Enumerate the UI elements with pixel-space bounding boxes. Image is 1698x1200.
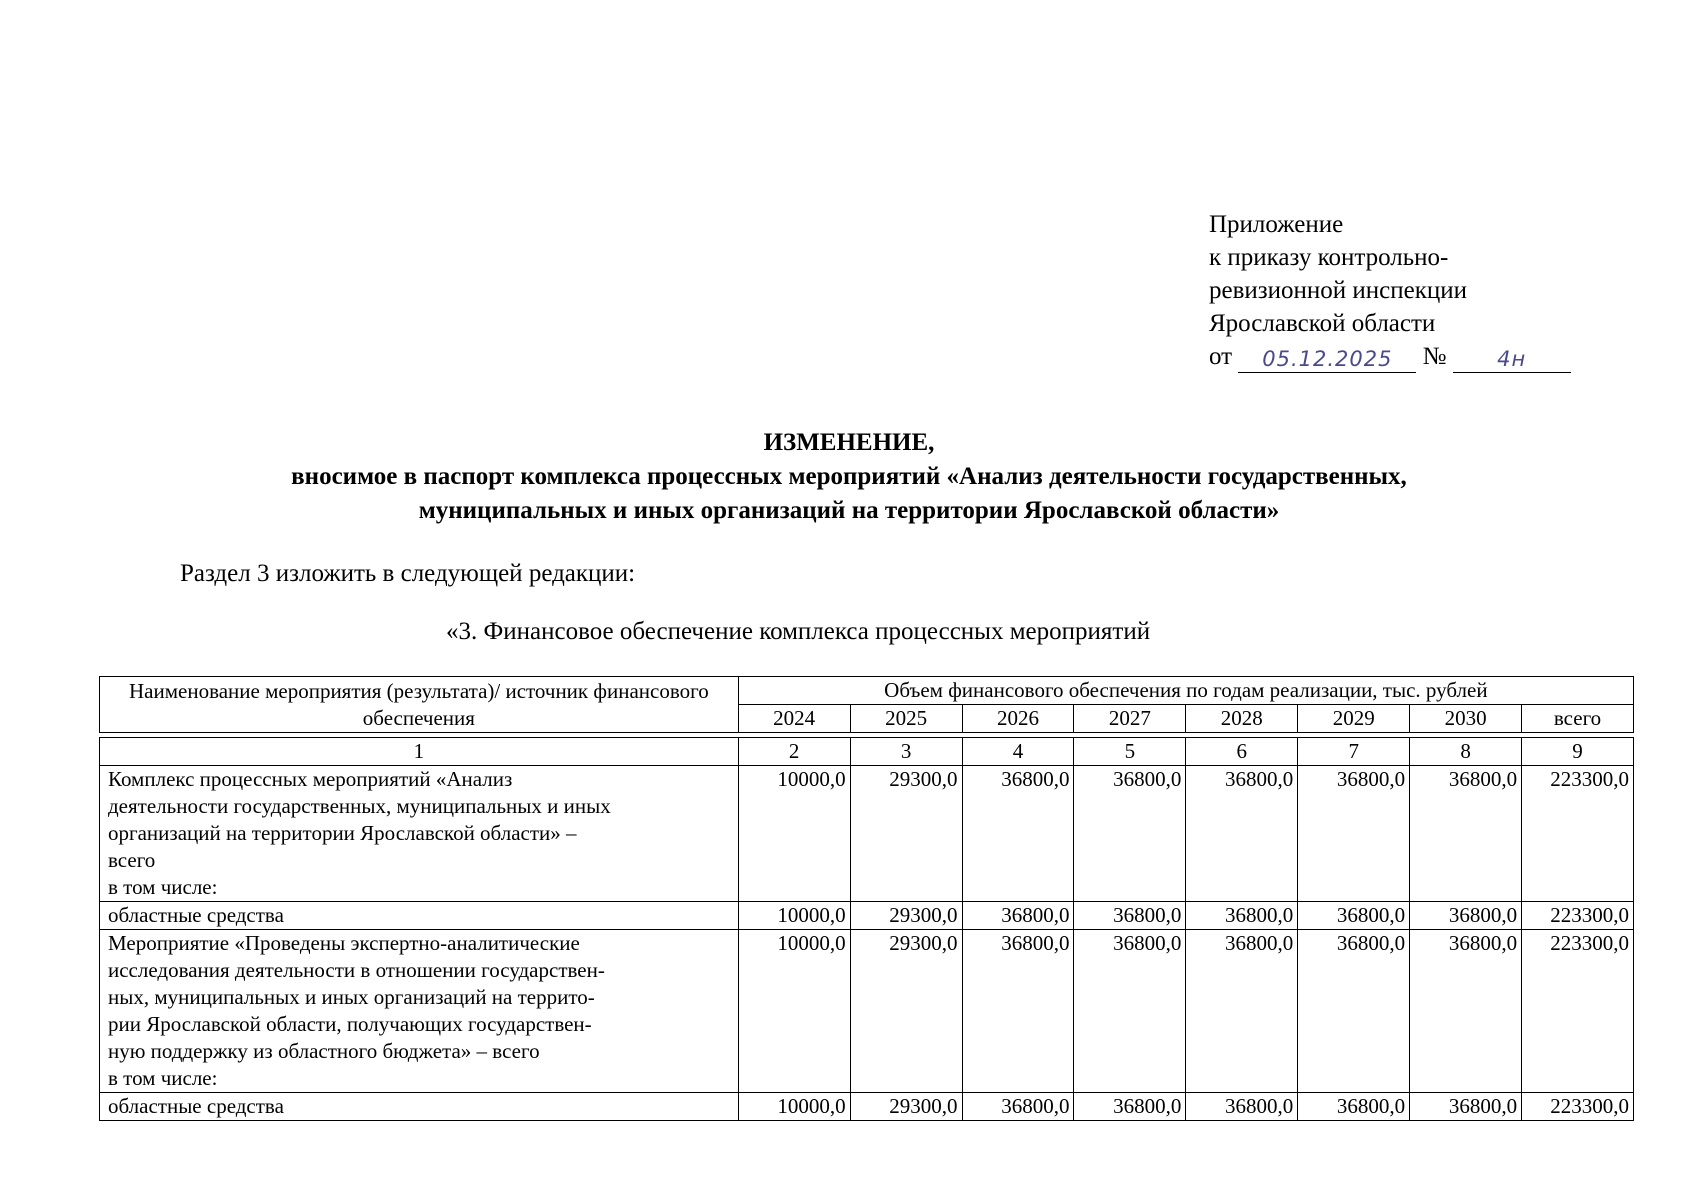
table-row <box>100 766 1634 902</box>
column-number: 5 <box>1074 738 1186 766</box>
title-line-2: вносимое в паспорт комплекса процессных мероприятий «Анализ деятельности государственных, <box>291 463 1407 490</box>
header-year-cell: 2024 <box>738 705 850 733</box>
value-cell: 36800,0 <box>1186 902 1298 930</box>
header-total-cell: всего <box>1522 705 1634 733</box>
row-name-line: ных, муниципальных и иных организаций на террито- <box>108 985 595 1009</box>
column-number: 4 <box>962 738 1074 766</box>
row-name-line: ную поддержку из областного бюджета» – всего <box>108 1039 540 1063</box>
column-number: 9 <box>1522 738 1634 766</box>
handwritten-number: 4н <box>1453 346 1571 373</box>
header-table <box>99 676 1634 733</box>
row-name-line: деятельности государственных, муниципальных и иных <box>108 794 611 818</box>
row-name-line: организаций на территории Ярославской области» – <box>108 821 577 845</box>
value-cell: 36800,0 <box>1410 930 1522 1093</box>
appendix-line-4: Ярославской области <box>1209 310 1436 337</box>
row-name-cell <box>100 930 739 1093</box>
value-cell: 36800,0 <box>1186 1093 1298 1121</box>
row-name-line: областные средства <box>108 903 284 927</box>
total-cell: 223300,0 <box>1522 902 1634 930</box>
appendix-line-2: к приказу контрольно- <box>1209 244 1449 271</box>
value-cell: 36800,0 <box>1074 1093 1186 1121</box>
value-cell: 36800,0 <box>1074 902 1186 930</box>
header-year-cell: 2026 <box>962 705 1074 733</box>
row-name-line: в том числе: <box>108 875 218 899</box>
value-cell: 10000,0 <box>738 930 850 1093</box>
value-cell: 36800,0 <box>1074 930 1186 1093</box>
title-heading: ИЗМЕНЕНИЕ, <box>763 429 935 456</box>
row-name-line: рии Ярославской области, получающих государствен- <box>108 1012 592 1036</box>
header-year-cell: 2027 <box>1074 705 1186 733</box>
header-year-cell: 2025 <box>850 705 962 733</box>
lead-paragraph: Раздел 3 изложить в следующей редакции: <box>180 560 636 587</box>
value-cell: 10000,0 <box>738 766 850 902</box>
value-cell: 29300,0 <box>850 766 962 902</box>
row-name-line: Мероприятие «Проведены экспертно-аналитические <box>108 931 580 955</box>
handwritten-date: 05.12.2025 <box>1238 346 1416 373</box>
appendix-block <box>1209 208 1571 373</box>
value-cell: 10000,0 <box>738 902 850 930</box>
row-name-line: в том числе: <box>108 1066 218 1090</box>
row-name-line: всего <box>108 848 156 872</box>
value-cell: 36800,0 <box>1410 902 1522 930</box>
appendix-date-number-line <box>1209 340 1571 373</box>
row-name-cell <box>100 1093 739 1121</box>
document-title <box>0 426 1698 528</box>
row-name-line: исследования деятельности в отношении государствен- <box>108 958 605 982</box>
header-name-cell: Наименование мероприятия (результата)/ источник финансового обеспечения <box>100 677 739 733</box>
total-cell: 223300,0 <box>1522 930 1634 1093</box>
header-year-cell: 2030 <box>1410 705 1522 733</box>
value-cell: 29300,0 <box>850 930 962 1093</box>
total-cell: 223300,0 <box>1522 1093 1634 1121</box>
table-row <box>100 930 1634 1093</box>
row-name-cell <box>100 766 739 902</box>
date-prefix: от <box>1209 343 1233 370</box>
column-number: 1 <box>100 738 739 766</box>
title-line-3: муниципальных и иных организаций на территории Ярославской области» <box>418 497 1280 524</box>
column-numbers-row <box>100 738 1634 766</box>
value-cell: 36800,0 <box>1298 930 1410 1093</box>
number-prefix: № <box>1422 343 1447 370</box>
row-name-line: областные средства <box>108 1094 284 1118</box>
value-cell: 36800,0 <box>1298 902 1410 930</box>
header-year-cell: 2029 <box>1298 705 1410 733</box>
finance-table <box>99 737 1634 1121</box>
value-cell: 29300,0 <box>850 1093 962 1121</box>
column-number: 7 <box>1298 738 1410 766</box>
appendix-line-1: Приложение <box>1209 211 1344 238</box>
column-number: 3 <box>850 738 962 766</box>
value-cell: 36800,0 <box>1298 766 1410 902</box>
section-caption: «3. Финансовое обеспечение комплекса процессных мероприятий <box>446 618 1151 645</box>
value-cell: 36800,0 <box>1410 766 1522 902</box>
value-cell: 36800,0 <box>962 766 1074 902</box>
value-cell: 36800,0 <box>1410 1093 1522 1121</box>
value-cell: 36800,0 <box>1298 1093 1410 1121</box>
column-number: 8 <box>1410 738 1522 766</box>
value-cell: 36800,0 <box>962 1093 1074 1121</box>
value-cell: 10000,0 <box>738 1093 850 1121</box>
value-cell: 36800,0 <box>962 930 1074 1093</box>
value-cell: 36800,0 <box>1186 766 1298 902</box>
total-cell: 223300,0 <box>1522 766 1634 902</box>
table-row <box>100 902 1634 930</box>
row-name-cell <box>100 902 739 930</box>
table-row <box>100 1093 1634 1121</box>
value-cell: 29300,0 <box>850 902 962 930</box>
value-cell: 36800,0 <box>1186 930 1298 1093</box>
column-number: 2 <box>738 738 850 766</box>
value-cell: 36800,0 <box>1074 766 1186 902</box>
value-cell: 36800,0 <box>962 902 1074 930</box>
header-year-cell: 2028 <box>1186 705 1298 733</box>
row-name-line: Комплекс процессных мероприятий «Анализ <box>108 767 513 791</box>
header-volume-cell: Объем финансового обеспечения по годам реализации, тыс. рублей <box>738 677 1633 705</box>
column-number: 6 <box>1186 738 1298 766</box>
appendix-line-3: ревизионной инспекции <box>1209 277 1468 304</box>
